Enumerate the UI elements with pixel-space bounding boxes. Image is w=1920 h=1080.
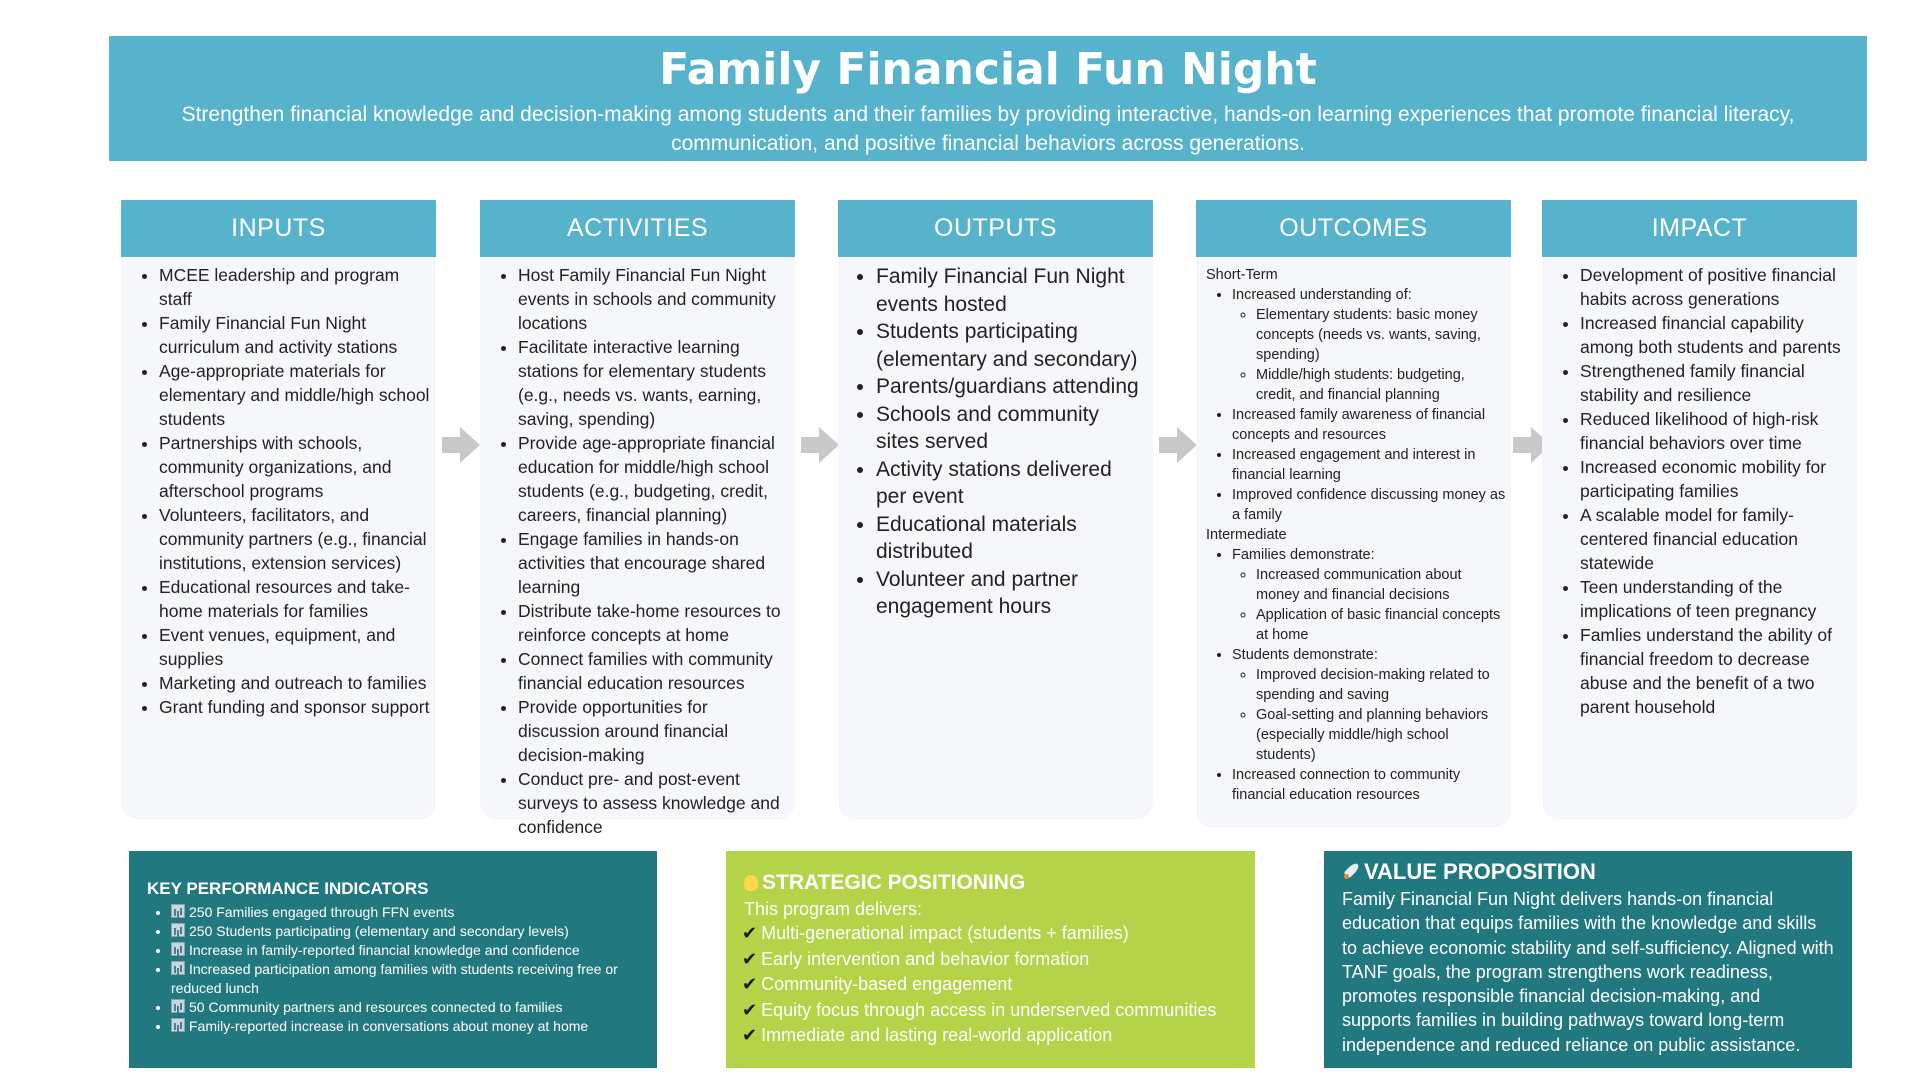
list-item: • Famlies understand the ability of financial freedom to decrease abuse and the benefit of a two parent household xyxy=(1580,623,1851,719)
list-item: • Increased family awareness of financial concepts and resources xyxy=(1232,405,1507,445)
list-item: • Parents/guardians attending xyxy=(876,373,1147,401)
list-item: • Teen understanding of the implications of teen pregnancy xyxy=(1580,575,1851,623)
list-item: ◦ Goal-setting and planning behaviors (especially middle/high school students) xyxy=(1256,705,1507,765)
kpi-title: KEY PERFORMANCE INDICATORS xyxy=(147,879,429,898)
list-item: • Increased financial capability among both students and parents xyxy=(1580,311,1851,359)
list-item: ◦ Application of basic financial concepts at home xyxy=(1256,605,1507,645)
list-item: ◦ Increased communication about money and financial decisions xyxy=(1256,565,1507,605)
kpi-item: • Increased participation among families with students receiving free or reduced lunch xyxy=(171,960,657,998)
list-item: • Increased economic mobility for participating families xyxy=(1580,455,1851,503)
list-item: • Host Family Financial Fun Night events in schools and community locations xyxy=(518,263,789,335)
page-header xyxy=(109,36,1867,161)
list-item: ◦ Improved decision-making related to spending and saving xyxy=(1256,665,1507,705)
list-item: • MCEE leadership and program staff xyxy=(159,263,430,311)
list-item: • Conduct pre- and post-event surveys to assess knowledge and confidence xyxy=(518,767,789,839)
list-item: • Volunteers, facilitators, and community partners (e.g., financial institutions, extension services) xyxy=(159,503,430,575)
list-item: • Educational resources and take-home materials for families xyxy=(159,575,430,623)
list-item: • Event venues, equipment, and supplies xyxy=(159,623,430,671)
list-item: • Development of positive financial habits across generations xyxy=(1580,263,1851,311)
list-item: • Schools and community sites served xyxy=(876,401,1147,456)
activities-list xyxy=(492,263,789,839)
impact-column xyxy=(1542,200,1857,820)
checkmark-icon: ✔ xyxy=(742,1025,758,1046)
kpi-list xyxy=(129,903,657,1036)
outcomes-heading: OUTCOMES xyxy=(1196,200,1511,257)
strategic-item: ✔ Early intervention and behavior formation xyxy=(742,948,1090,970)
bar-chart-icon xyxy=(171,999,185,1013)
list-item: • Marketing and outreach to families xyxy=(159,671,430,695)
list-item: • A scalable model for family-centered financial education statewide xyxy=(1580,503,1851,575)
bar-chart-icon xyxy=(171,942,185,956)
inputs-column xyxy=(121,200,436,820)
list-item: • Family Financial Fun Night events hosted xyxy=(876,263,1147,318)
list-item: • Students demonstrate: ◦ Improved decision-making related to spending and saving ◦ Goal-setting and planning behaviors (especially middle/high school students) xyxy=(1232,645,1507,765)
strategic-title: STRATEGIC POSITIONING xyxy=(762,871,1026,894)
list-item: • Facilitate interactive learning stations for elementary students (e.g., needs vs. wants, earning, saving, spending) xyxy=(518,335,789,431)
impact-heading: IMPACT xyxy=(1542,200,1857,257)
arrow-right-icon xyxy=(801,427,839,463)
strategic-item: ✔ Community-based engagement xyxy=(742,974,1013,995)
checkmark-icon: ✔ xyxy=(742,948,758,970)
value-text: Family Financial Fun Night delivers hands-on financial education that equips families with the knowledge and skills to achieve economic stability and self-sufficiency. Aligned with TANF goals, the program strengthens work readiness, promotes responsible financial decision-making, and supports families in building pathways toward long-term independence and reduced reliance on public assistance. xyxy=(1342,889,1834,1055)
strategic-item: ✔ Multi-generational impact (students + families) xyxy=(742,923,1129,944)
checkmark-icon: ✔ xyxy=(742,974,758,995)
list-item: • Strengthened family financial stability and resilience xyxy=(1580,359,1851,407)
strategic-item: ✔ Equity focus through access in underserved communities xyxy=(742,999,1217,1021)
bar-chart-icon xyxy=(171,923,185,937)
kpi-item: • 50 Community partners and resources connected to families xyxy=(171,998,657,1017)
outcomes-body xyxy=(1196,257,1511,805)
strategic-box xyxy=(726,851,1255,1068)
strategic-item: ✔ Immediate and lasting real-world application xyxy=(742,1025,1113,1046)
activities-heading: ACTIVITIES xyxy=(480,200,795,257)
list-item: • Connect families with community financial education resources xyxy=(518,647,789,695)
kpi-box xyxy=(129,851,657,1068)
list-item: • Engage families in hands-on activities that encourage shared learning xyxy=(518,527,789,599)
lightbulb-icon xyxy=(744,875,758,891)
inputs-heading: INPUTS xyxy=(121,200,436,257)
bar-chart-icon xyxy=(171,961,185,975)
kpi-item: • Increase in family-reported financial knowledge and confidence xyxy=(171,941,657,960)
list-item: • Students participating (elementary and secondary) xyxy=(876,318,1147,373)
checkmark-icon: ✔ xyxy=(742,999,758,1021)
list-item: ◦ Middle/high students: budgeting, credit, and financial planning xyxy=(1256,365,1507,405)
list-item: • Reduced likelihood of high-risk financial behaviors over time xyxy=(1580,407,1851,455)
list-item: • Families demonstrate: ◦ Increased communication about money and financial decisions ◦ Application of basic financial concepts at home xyxy=(1232,545,1507,645)
list-item: • Volunteer and partner engagement hours xyxy=(876,566,1147,621)
list-item: • Family Financial Fun Night curriculum and activity stations xyxy=(159,311,430,359)
inputs-list xyxy=(133,263,430,719)
list-item: • Increased engagement and interest in financial learning xyxy=(1232,445,1507,485)
outputs-heading: OUTPUTS xyxy=(838,200,1153,257)
list-item: • Increased understanding of: ◦ Elementary students: basic money concepts (needs vs. wants, saving, spending) ◦ Middle/high students: budgeting, credit, and financial planning xyxy=(1232,285,1507,405)
list-item: • Age-appropriate materials for elementary and middle/high school students xyxy=(159,359,430,431)
checkmark-icon: ✔ xyxy=(742,923,758,944)
strategic-intro: This program delivers: xyxy=(744,899,923,919)
intermediate-label: Intermediate xyxy=(1206,527,1287,543)
list-item: • Improved confidence discussing money as a family xyxy=(1232,485,1507,525)
page-title: Family Financial Fun Night xyxy=(659,44,1317,95)
outputs-column xyxy=(838,200,1153,820)
value-title: VALUE PROPOSITION xyxy=(1364,859,1596,884)
kpi-item: • 250 Students participating (elementary and secondary levels) xyxy=(171,922,657,941)
list-item: • Provide opportunities for discussion around financial decision-making xyxy=(518,695,789,767)
list-item: ◦ Elementary students: basic money concepts (needs vs. wants, saving, spending) xyxy=(1256,305,1507,365)
list-item: • Grant funding and sponsor support xyxy=(159,695,430,719)
outputs-list xyxy=(850,263,1147,621)
kpi-item: • Family-reported increase in conversations about money at home xyxy=(171,1017,657,1036)
value-box xyxy=(1324,851,1852,1068)
list-item: • Partnerships with schools, community organizations, and afterschool programs xyxy=(159,431,430,503)
impact-list xyxy=(1554,263,1851,719)
list-item: • Provide age-appropriate financial education for middle/high school students (e.g., budgeting, credit, careers, financial planning) xyxy=(518,431,789,527)
strategic-heading xyxy=(744,871,1255,895)
list-item: • Activity stations delivered per event xyxy=(876,456,1147,511)
arrow-right-icon xyxy=(1159,427,1197,463)
strategic-list xyxy=(726,921,1255,1049)
activities-column xyxy=(480,200,795,837)
arrow-right-icon xyxy=(442,427,480,463)
value-heading xyxy=(1342,859,1852,885)
list-item: • Distribute take-home resources to reinforce concepts at home xyxy=(518,599,789,647)
bar-chart-icon xyxy=(171,904,185,918)
kpi-item: • 250 Families engaged through FFN events xyxy=(171,903,657,922)
short-term-label: Short-Term xyxy=(1206,267,1278,283)
bar-chart-icon xyxy=(171,1018,185,1032)
outcomes-column xyxy=(1196,200,1511,828)
list-item: • Increased connection to community financial education resources xyxy=(1232,765,1507,805)
rocket-icon xyxy=(1342,862,1362,882)
page-subtitle: Strengthen financial knowledge and decision-making among students and their families by providing interactive, hands-on learning experiences that promote financial literacy, communication, and positive financial behaviors across generations. xyxy=(181,103,1795,155)
list-item: • Educational materials distributed xyxy=(876,511,1147,566)
